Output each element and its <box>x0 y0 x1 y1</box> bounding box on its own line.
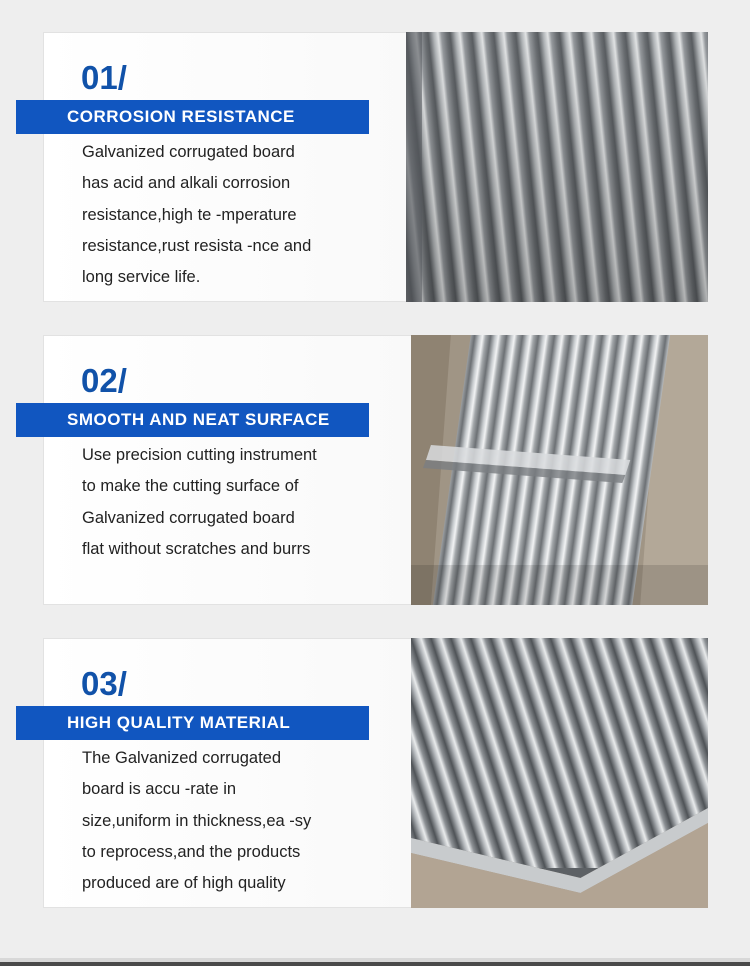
description-line: size,uniform in thickness,ea -sy <box>82 811 312 830</box>
description-line: The Galvanized corrugated <box>82 749 282 767</box>
bottom-divider <box>0 962 750 966</box>
feature-description <box>82 743 344 899</box>
feature-card-1 <box>43 32 708 302</box>
description-line: produced are of high quality <box>82 874 286 893</box>
feature-number: 01/ <box>81 59 127 96</box>
feature-card-3 <box>43 638 708 908</box>
feature-description <box>82 137 344 293</box>
description-line: has acid and alkali corrosion <box>82 174 291 193</box>
description-line: flat without scratches and burrs <box>82 539 311 558</box>
description-line: long service life. <box>82 268 201 287</box>
description-line: resistance,high te -mperature <box>82 205 297 224</box>
description-line: board is accu -rate in <box>82 780 237 799</box>
feature-title-bar: HIGH QUALITY MATERIAL <box>16 706 369 740</box>
feature-number: 02/ <box>81 362 127 399</box>
description-line: Galvanized corrugated board <box>82 143 295 161</box>
feature-title-bar: SMOOTH AND NEAT SURFACE <box>16 403 369 437</box>
feature-number: 03/ <box>81 665 127 702</box>
feature-card-2 <box>43 335 708 605</box>
description-line: resistance,rust resista -nce and <box>82 236 312 255</box>
description-line: to make the cutting surface of <box>82 477 299 496</box>
description-line: to reprocess,and the products <box>82 842 301 861</box>
corrugated-sheet-stack-photo <box>406 32 708 302</box>
corrugated-sheet-closeup-photo <box>411 638 708 908</box>
feature-title-bar: CORROSION RESISTANCE <box>16 100 369 134</box>
description-line: Use precision cutting instrument <box>82 446 317 464</box>
cut-sheet-edges-photo <box>411 335 708 605</box>
description-line: Galvanized corrugated board <box>82 508 295 527</box>
feature-description <box>82 440 344 565</box>
